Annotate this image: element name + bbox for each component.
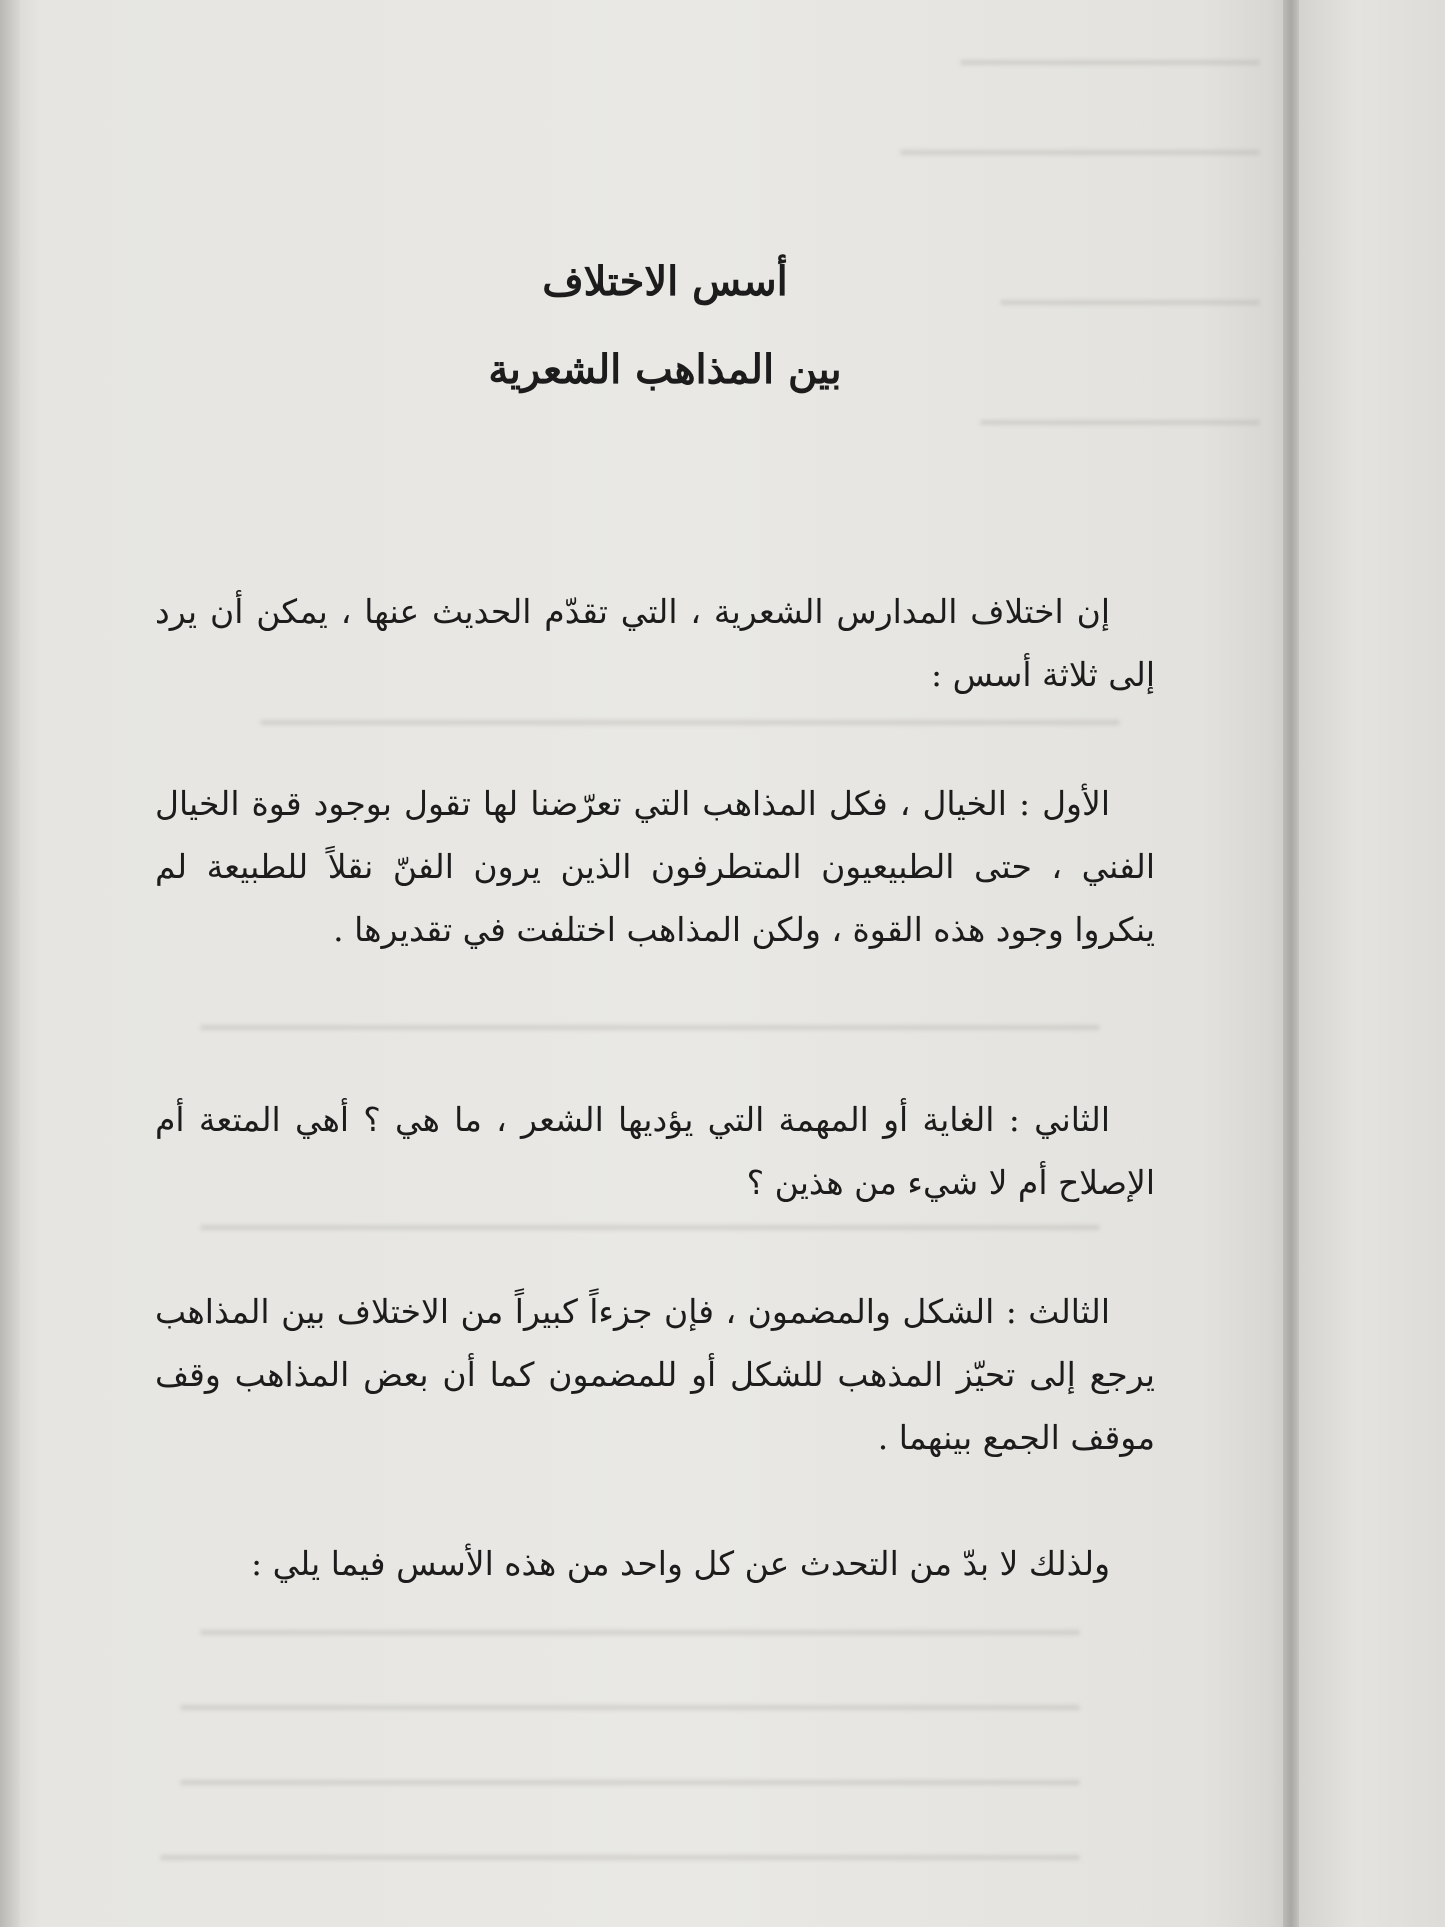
chapter-title-line-1: أسس الاختلاف [542,258,788,305]
book-page [150,0,1180,1927]
next-page-edge [1299,0,1445,1927]
book-gutter [1283,0,1299,1927]
paragraph-first-basis: الأول : الخيال ، فكل المذاهب التي تعرّضنا لها تقول بوجود قوة الخيال الفني ، حتى الطبيعيون المتطرفون الذين يرون الفنّ نقلاً للطبيعة لم ينكروا وجود هذه القوة ، ولكن المذاهب اختلفت في تقديرها . [155,784,1155,949]
paragraph-intro: إن اختلاف المدارس الشعرية ، التي تقدّم الحديث عنها ، يمكن أن يرد إلى ثلاثة أسس : [155,592,1155,694]
paragraph-conclusion: ولذلك لا بدّ من التحدث عن كل واحد من هذه الأسس فيما يلي : [251,1544,1110,1583]
paragraph-second-basis: الثاني : الغاية أو المهمة التي يؤديها الشعر ، ما هي ؟ أهي المتعة أم الإصلاح أم لا شيء من هذين ؟ [155,1100,1155,1202]
chapter-title-line-2: بين المذاهب الشعرية [488,346,842,393]
previous-page-edge [0,0,20,1927]
paragraph-third-basis: الثالث : الشكل والمضمون ، فإن جزءاً كبيراً من الاختلاف بين المذاهب يرجع إلى تحيّز المذهب للشكل أو للمضمون كما أن بعض المذاهب وقف موقف الجمع بينهما . [155,1292,1155,1457]
